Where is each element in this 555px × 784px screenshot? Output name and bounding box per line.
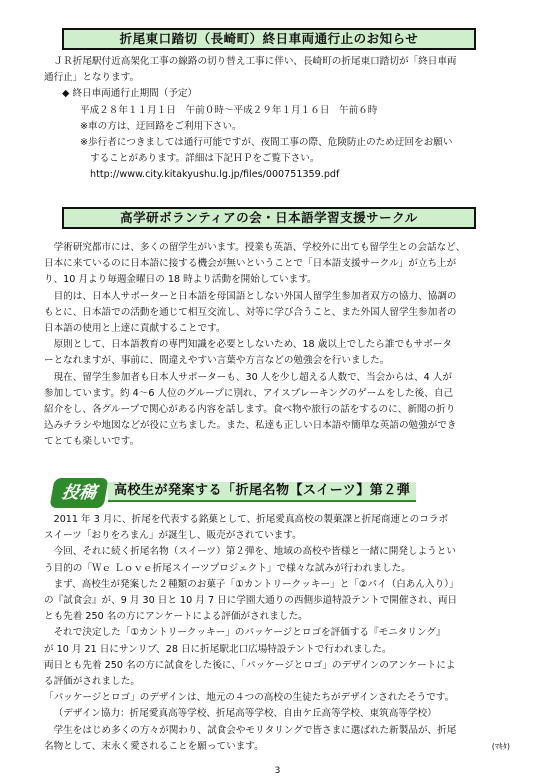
body-line: 両日とも先着 250 名の方に試食をした後に、「パッケージとロゴ」のデザインのアンケートによ [44, 659, 456, 671]
section-title-japanese-circle: 高学研ボランティアの会・日本語学習支援サークル [62, 207, 476, 229]
body-line: が 10 月 21 日にサンリブ、28 日に折尾駅北口広場特設テントで行われました。 [44, 643, 392, 655]
section-title-sweets: 高校生が発案する「折尾名物【スイーツ】第２弾 [108, 482, 416, 502]
info-url-link[interactable]: http://www.city.kitakyushu.lg.jp/files/000751359.pdf [90, 169, 340, 181]
body-line: 2011 年 3 月に、折尾を代表する銘菓として、折尾愛真高校の製菓課と折尾商連とのコラボ [53, 514, 449, 525]
body-line: 日本に来ているのに日本語に接する機会が無いということで「日本語支援サークル」が立ち上が [44, 258, 457, 270]
body-line: の『試食会』が、9 月 30 日と 10 月 7 日に学園大通りの西側歩道特設テントで開催され、両日 [44, 595, 458, 607]
body-line: う目的の「Ｗｅ Ｌｏｖｅ折尾スイーツプロジェクト」で様々な試みが行われました。 [44, 562, 411, 574]
body-line: まず、高校生が発案した２種類のお菓子「①カントリークッキー」と「②パイ（白あん入り）」 [53, 578, 459, 590]
body-line: スイーツ「おりをろまん」が誕生し、販売がされています。 [44, 530, 302, 542]
note-car: ※車の方は、迂回路をご利用下さい。 [80, 120, 242, 132]
author-signature: (ﾏｷﾀ) [491, 741, 510, 751]
section-japanese-circle [44, 240, 510, 451]
note-pedestrian: することがあります。詳細は下記ＨＰをご覧下さい。 [90, 153, 320, 165]
body-line: 日本語の使用と上達に貢献することです。 [44, 323, 226, 335]
body-line: 参加しています。約 4～6 人位のグループに別れ、アイスブレーキングのゲームをした後、自己 [44, 387, 454, 399]
body-line: 学生をはじめ多くの方々が関わり、試食会やモリタリングで皆さまに選ばれた新製品が、折尾 [53, 724, 457, 736]
body-line: てとても楽しいです。 [44, 436, 140, 448]
body-line [44, 739, 510, 755]
body-line: とも先着 250 名の方にアンケートによる評価がされました。 [44, 611, 308, 623]
body-line: それで決定した「①カントリークッキー」のパッケージとロゴを評価する『モニタリング』 [53, 627, 446, 639]
body-line: 現在、留学生参加者も日本人サポーターも、30 人を少し超える人数で、当会からは、4 人が [53, 371, 452, 383]
period-label: ◆ 終日車両通行止期間（予定） [62, 88, 198, 100]
intro-line: 通行止」となります。 [44, 72, 140, 84]
page-number: 3 [274, 766, 281, 776]
contribution-badge: 投稿 [49, 478, 108, 508]
body-line: り、10 月より毎週金曜日の 18 時より活動を開始しています。 [44, 274, 317, 286]
body-line: （デザイン協力：折尾愛真高等学校、折尾高等学校、自由ケ丘高等学校、東筑高等学校） [53, 708, 437, 720]
body-line: る評価がされました。 [44, 676, 140, 688]
intro-line: ＪＲ折尾駅付近高架化工事の線路の切り替え工事に伴い、長崎町の折尾東口踏切が「終日車両 [53, 56, 457, 67]
body-line: 目的は、日本人サポーターと日本語を母国語としない外国人留学生参加者双方の協力、協調の [53, 290, 457, 302]
body-line: 込みチラシや地図などが役に立ちました。また、私達も正しい日本語や簡単な英語の勉強ができ [44, 420, 457, 432]
section-sweets [44, 512, 510, 755]
body-line: 「パッケージとロゴ」のデザインは、地元の４つの高校の生徒たちがデザインされたそうです。 [44, 692, 455, 704]
body-line: 今回、それに続く折尾名物（スイーツ）第２弾を、地域の高校や皆様と一緒に開発しようとい [53, 546, 456, 558]
body-line: ーとなれますが、事前に、間違えやすい言葉や方言などの勉強会を行いました。 [44, 355, 390, 367]
body-line: 学術研究都市には、多くの留学生がいます。授業も英語、学校外に出ても留学生との会話など、 [53, 242, 466, 253]
section-title-railway-crossing: 折尾東口踏切（長崎町）終日車両通行止のお知らせ [62, 28, 476, 50]
period-text: 平成２８年１１月１日 午前０時～平成２９年１月１６日 午前６時 [80, 104, 378, 116]
section-railway-crossing [44, 54, 510, 184]
body-line: 紹介をし、各グループで関心がある内容を話します。食べ物や旅行の話をするのに、新聞の折り [44, 404, 456, 416]
body-line-text: 名物として、末永く愛されることを願っています。 [44, 740, 264, 752]
note-pedestrian: ※歩行者につきましては通行可能ですが、夜間工事の際、危険防止のため迂回をお願い [80, 137, 453, 149]
body-line: もとに、日本語での活動を通じて相互交流し、対等に学び合うこと、また外国人留学生参加者の [44, 306, 457, 318]
body-line: 原則として、日本語教育の専門知識を必要としないため、18 歳以上でしたら誰でもサポータ [53, 339, 453, 351]
